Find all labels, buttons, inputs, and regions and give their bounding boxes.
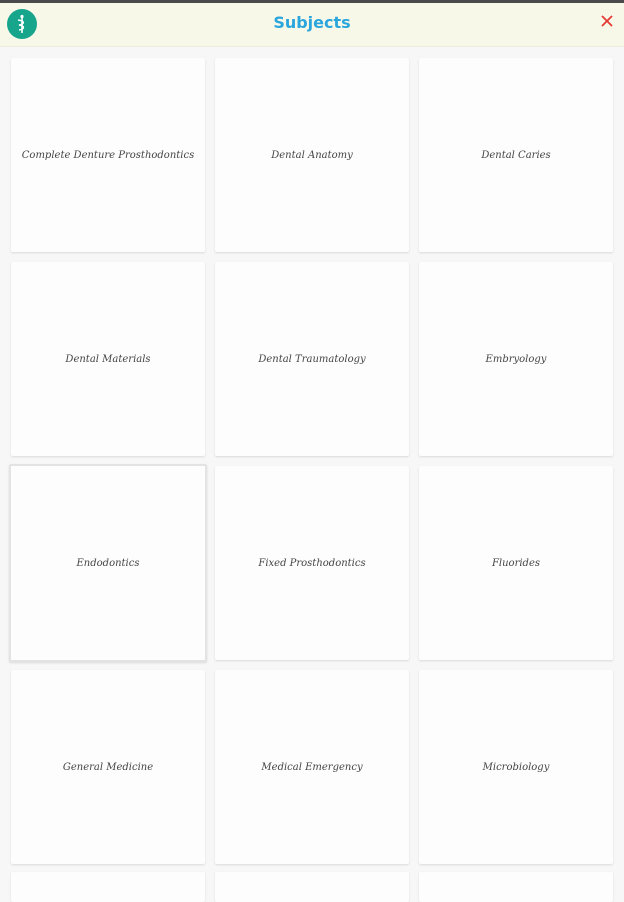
subject-label: Dental Traumatology xyxy=(258,353,366,365)
subject-card[interactable] xyxy=(11,262,205,456)
subject-card-partial[interactable] xyxy=(419,872,613,902)
subject-label: Complete Denture Prosthodontics xyxy=(21,149,195,161)
subject-card[interactable] xyxy=(419,466,613,660)
app-header xyxy=(0,3,624,47)
subject-card-partial[interactable] xyxy=(11,872,205,902)
subject-card[interactable] xyxy=(215,670,409,864)
subject-label: Dental Caries xyxy=(481,149,551,161)
subject-card-partial[interactable] xyxy=(215,872,409,902)
subject-label: General Medicine xyxy=(62,761,154,773)
subject-label: Fluorides xyxy=(491,557,541,569)
subject-card[interactable] xyxy=(11,670,205,864)
subject-card-selected[interactable] xyxy=(9,464,207,662)
subject-label: Dental Anatomy xyxy=(271,149,353,161)
subject-label: Embryology xyxy=(485,353,547,365)
subject-card[interactable] xyxy=(11,58,205,252)
subject-card[interactable] xyxy=(419,58,613,252)
subject-card[interactable] xyxy=(215,466,409,660)
subject-card[interactable] xyxy=(215,262,409,456)
subject-card[interactable] xyxy=(419,670,613,864)
subject-label: Dental Materials xyxy=(65,353,151,365)
subject-label: Fixed Prosthodontics xyxy=(258,557,366,569)
subject-label: Endodontics xyxy=(76,557,140,569)
page-title: Subjects xyxy=(273,13,351,32)
subject-card[interactable] xyxy=(419,262,613,456)
subject-label: Microbiology xyxy=(482,761,550,773)
subject-card[interactable] xyxy=(215,58,409,252)
close-icon[interactable] xyxy=(598,12,616,30)
subject-label: Medical Emergency xyxy=(261,761,363,773)
